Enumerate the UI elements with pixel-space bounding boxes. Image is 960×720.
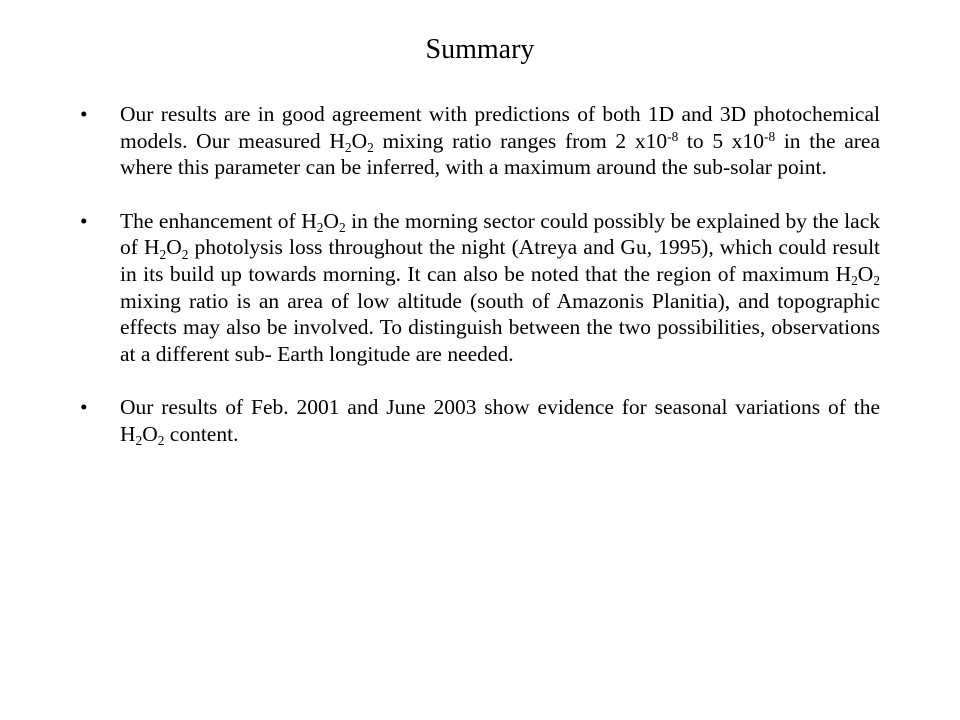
text-run: to 5 x10 [678,128,765,153]
bullet-item-agreement [80,101,880,181]
text-run: O [142,421,158,446]
subscript: 2 [344,139,352,155]
subscript: 2 [316,220,324,236]
summary-bullet-list [80,101,880,448]
text-run: O [323,208,339,233]
bullet-icon: • [80,395,88,420]
text-run: O [857,261,874,286]
bullet-text [120,102,880,179]
text-run: in the morning sector could possibly be explained by the lack of H [120,208,880,260]
subscript: 2 [338,220,346,236]
text-run: photolysis loss throughout the night (Atreya and Gu, 1995), which could result in its build up towards morning. It can also be noted that the region of maximum H [120,235,881,286]
superscript: -8 [667,128,679,144]
subscript: 2 [157,433,165,449]
subscript: 2 [159,246,167,262]
text-run: mixing ratio is an area of low altitude (south of Amazonis Planitia), and topographic effects may also be involved. To distinguish between the two possibilities, observations at a different sub- Earth longitude are needed. [120,288,880,366]
text-run: Our results of Feb. 2001 and June 2003 show evidence for seasonal variations of the H [120,395,880,446]
text-run: O [166,235,182,260]
bullet-text [120,395,880,449]
bullet-item-morning-enhancement [80,208,880,368]
subscript: 2 [873,273,880,289]
subscript: 2 [367,139,374,155]
subscript: 2 [135,433,143,449]
bullet-icon: • [80,102,88,126]
text-run: in the area where this parameter can be inferred, with a maximum around the sub-solar point. [120,128,880,180]
text-run: The enhancement of H [120,208,317,233]
bullet-text [120,209,880,366]
text-run: mixing ratio ranges from 2 x10 [373,128,668,153]
subscript: 2 [181,246,189,262]
text-run: O [351,128,368,153]
text-run: Our results are in good agreement with predictions of both 1D and 3D photochemical models. Our measured H [120,102,880,153]
slide-title: Summary [425,34,535,65]
bullet-icon: • [80,208,88,233]
text-run: content. [164,421,239,446]
bullet-item-seasonal-variations [80,394,880,447]
superscript: -8 [764,128,776,144]
subscript: 2 [851,273,858,289]
